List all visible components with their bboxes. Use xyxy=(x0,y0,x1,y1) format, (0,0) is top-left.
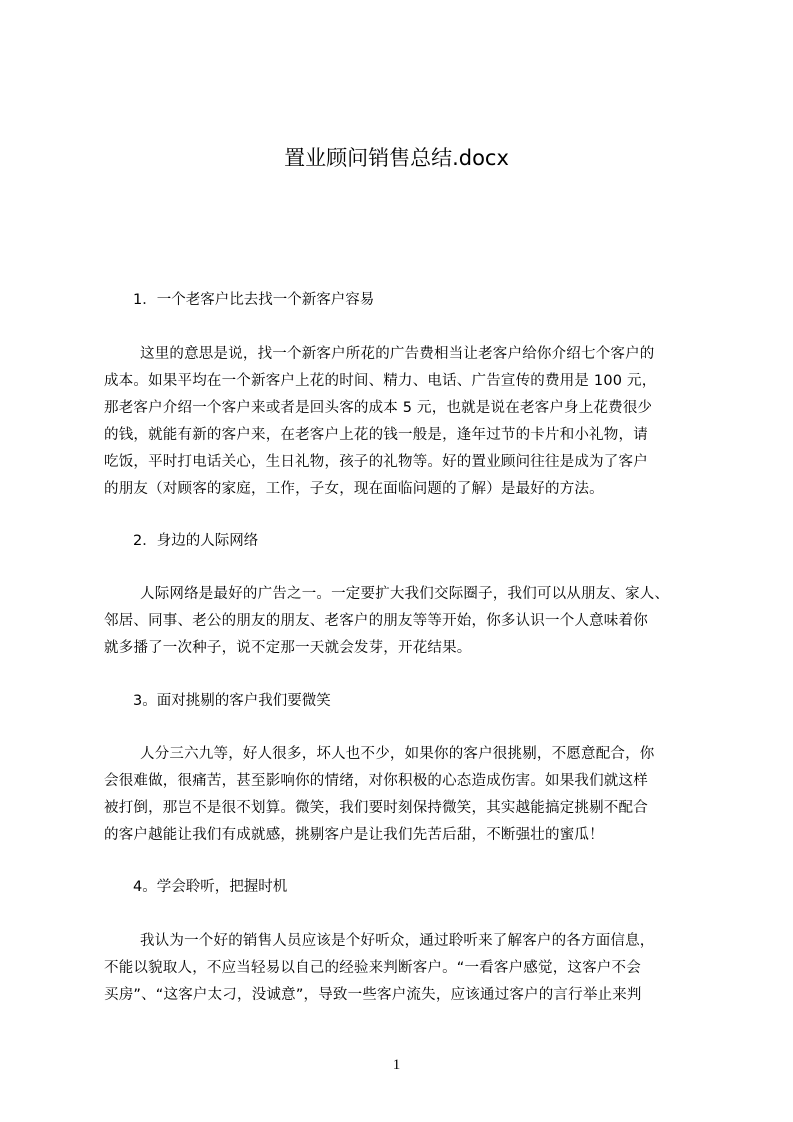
section-1-heading: 1．一个老客户比去找一个新客户容易 xyxy=(133,292,375,308)
section-4-line-2: 不能以貌取人，不应当轻易以自己的经验来判断客户。“一看客户感觉，这客户不会 xyxy=(104,960,641,976)
section-1-line-2: 成本。如果平均在一个新客户上花的时间、精力、电话、广告宣传的费用是 100 元， xyxy=(104,373,657,389)
section-1-line-3: 那老客户介绍一个客户来或者是回头客的成本 5 元，也就是说在老客户身上花费很少 xyxy=(104,400,653,416)
section-3-line-2: 会很难做，很痛苦，甚至影响你的情绪，对你积极的心态造成伤害。如果我们就这样 xyxy=(104,773,648,789)
section-1-line-1: 这里的意思是说，找一个新客户所花的广告费相当让老客户给你介绍七个客户的 xyxy=(140,346,655,362)
section-4-line-1: 我认为一个好的销售人员应该是个好听众，通过聆听来了解客户的各方面信息， xyxy=(140,933,655,949)
document-title: 置业顾问销售总结.docx xyxy=(284,146,509,170)
section-2-heading: 2．身边的人际网络 xyxy=(133,533,259,549)
section-3-line-3: 被打倒，那岂不是很不划算。微笑，我们要时刻保持微笑，其实越能搞定挑剔不配合 xyxy=(104,800,648,816)
section-1-line-4: 的钱，就能有新的客户来，在老客户上花的钱一般是，逢年过节的卡片和小礼物，请 xyxy=(104,427,648,443)
section-1-line-6: 的朋友（对顾客的家庭，工作，子女，现在面临问题的了解）是最好的方法。 xyxy=(104,481,604,497)
section-2-line-3: 就多播了一次种子，说不定那一天就会发芽，开花结果。 xyxy=(104,640,472,656)
section-3-line-4: 的客户越能让我们有成就感，挑剔客户是让我们先苦后甜，不断强壮的蜜瓜！ xyxy=(104,827,604,843)
section-4-line-3: 买房”、“这客户太刁，没诚意”，导致一些客户流失，应该通过客户的言行举止来判 xyxy=(104,987,642,1003)
section-4-heading: 4。学会聆听，把握时机 xyxy=(133,879,288,895)
section-1-line-5: 吃饭，平时打电话关心，生日礼物，孩子的礼物等。好的置业顾问往往是成为了客户 xyxy=(104,454,648,470)
section-3-heading: 3。面对挑剔的客户我们要微笑 xyxy=(133,693,331,709)
section-2-line-1: 人际网络是最好的广告之一。一定要扩大我们交际圈子，我们可以从朋友、家人、 xyxy=(140,586,670,602)
section-2-line-2: 邻居、同事、老公的朋友的朋友、老客户的朋友等等开始，你多认识一个人意味着你 xyxy=(104,613,648,629)
page-number: 1 xyxy=(392,1057,401,1073)
section-3-line-1: 人分三六九等，好人很多，坏人也不少，如果你的客户很挑剔，不愿意配合，你 xyxy=(140,746,655,762)
